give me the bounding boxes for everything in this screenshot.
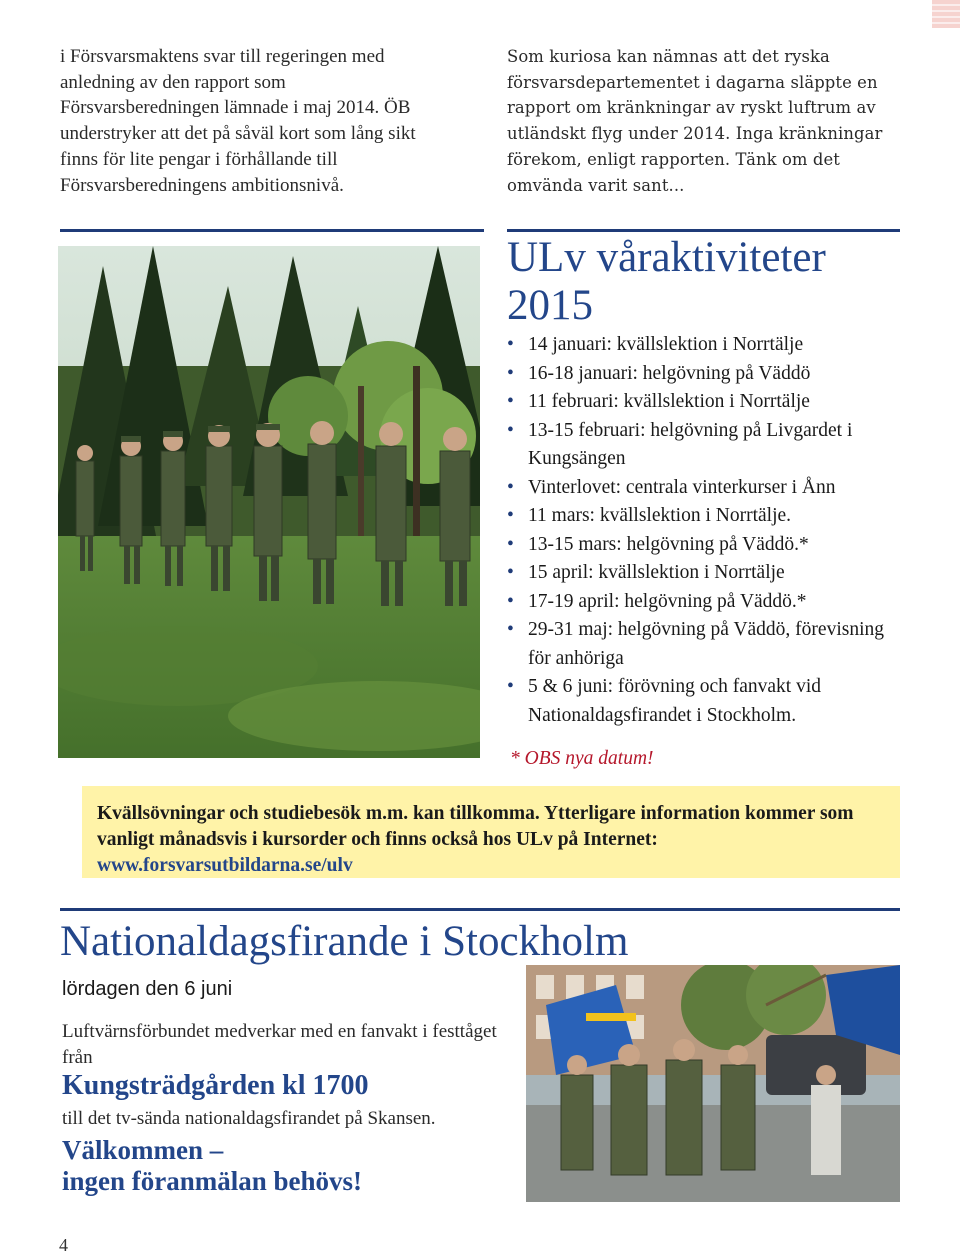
section-divider-left (60, 229, 484, 232)
ulv-title-line1: ULv våraktiviteter (507, 234, 826, 281)
intro-paragraph-right: Som kuriosa kan nämnas att det ryska försvarsdepartementet i dagarna släppte en rapport om kränkningar av ryskt luftrum av utländskt flyg under 2014. Inga kränkningar förekom, enligt rapporten. Tänk om det omvända varit sant... (507, 47, 883, 195)
section-divider-right (507, 229, 900, 232)
national-day-description: Luftvärnsförbundet medverkar med en fanvakt i festtåget från (62, 1021, 497, 1068)
section-divider-bottom (60, 908, 900, 911)
welcome-line2: ingen föranmälan behövs! (62, 1166, 363, 1196)
ulv-title-line2: 2015 (507, 282, 593, 329)
obs-note: * OBS nya datum! (510, 748, 654, 769)
national-day-description-2: till det tv-sända nationaldagsfirandet på Skansen. (62, 1108, 436, 1129)
national-day-place-time: Kungsträdgården kl 1700 (62, 1070, 369, 1101)
national-day-date: lördagen den 6 juni (62, 978, 233, 1000)
national-day-welcome (62, 1135, 362, 1197)
list-item: • 13-15 mars: helgövning på Väddö.* (507, 531, 900, 560)
list-item: • 13-15 februari: helgövning på Livgardet i Kungsängen (507, 417, 900, 474)
info-box-text (97, 801, 893, 879)
website-link[interactable]: www.forsvarsutbildarna.se/ulv (97, 855, 353, 876)
list-item: • 14 januari: kvällslektion i Norrtälje (507, 331, 900, 360)
national-day-title: Nationaldagsfirande i Stockholm (60, 918, 629, 965)
page-number: 4 (59, 1235, 68, 1255)
ulv-event-list (507, 331, 900, 730)
parade-photo (526, 965, 900, 1202)
list-item: • 11 februari: kvällslektion i Norrtälje (507, 388, 900, 417)
intro-paragraph-left: i Försvarsmaktens svar till regeringen med anledning av den rapport som Försvarsberedningen lämnade i maj 2014. ÖB understryker att det på såväl kort som lång sikt finns för lite pengar i förhållande till Försvarsberedningens ambitionsnivå. (60, 46, 416, 196)
list-item: • 5 & 6 juni: förövning och fanvakt vid Nationaldagsfirandet i Stockholm. (507, 673, 900, 730)
list-item: • 15 april: kvällslektion i Norrtälje (507, 559, 900, 588)
ulv-section-title (507, 234, 900, 330)
soldiers-photo (58, 246, 480, 758)
list-item: • 29-31 maj: helgövning på Väddö, förevisning för anhöriga (507, 616, 900, 673)
list-item: • 17-19 april: helgövning på Väddö.* (507, 588, 900, 617)
list-item: • 16-18 januari: helgövning på Väddö (507, 360, 900, 389)
list-item: • 11 mars: kvällslektion i Norrtälje. (507, 502, 900, 531)
info-box-message: Kvällsövningar och studiebesök m.m. kan tillkomma. Ytterligare information kommer som vanligt månadsvis i kursorder och finns också hos ULv på Internet: (97, 803, 854, 850)
welcome-line1: Välkommen – (62, 1135, 224, 1165)
list-item: • Vinterlovet: centrala vinterkurser i Ånn (507, 474, 900, 503)
corner-registration-mark (932, 0, 960, 28)
